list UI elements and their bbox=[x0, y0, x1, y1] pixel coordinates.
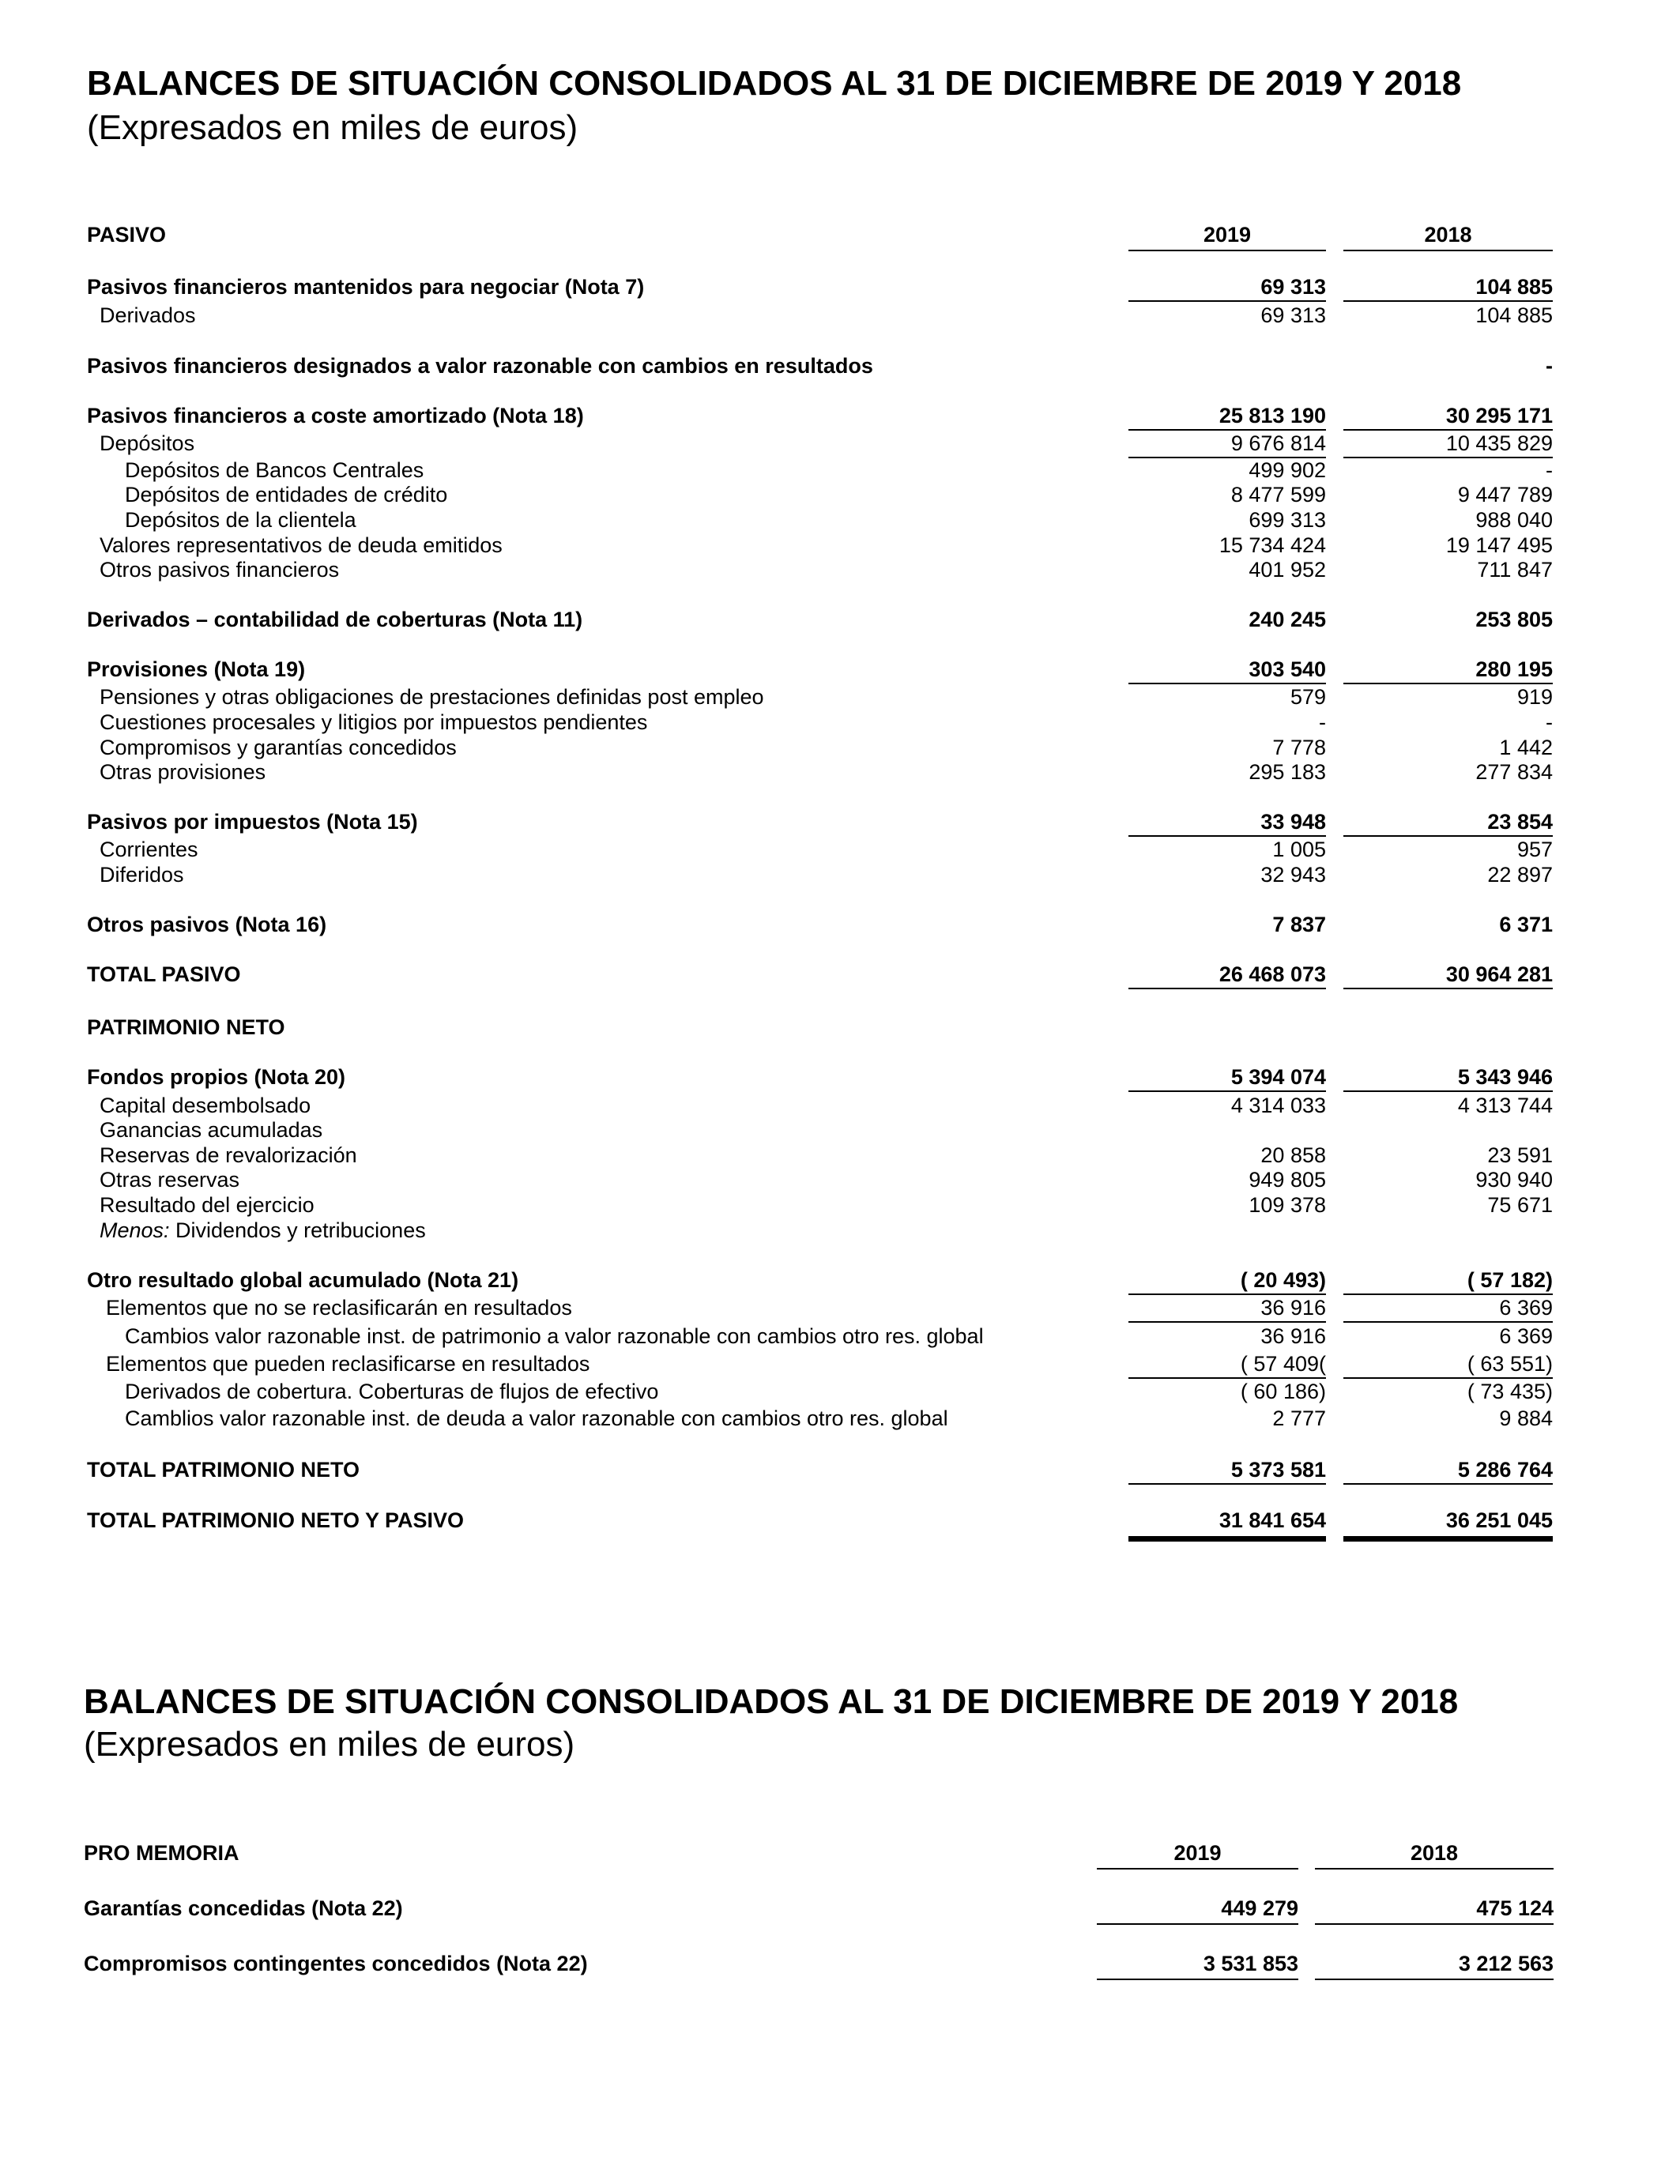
value-2019: 33 948 bbox=[1128, 808, 1326, 837]
row-label: Cuestiones procesales y litigios por impuestos pendientes bbox=[100, 710, 648, 734]
row-label: Otros pasivos financieros bbox=[100, 558, 340, 582]
row-label: Pasivos financieros designados a valor razonable con cambios en resultados bbox=[87, 354, 873, 378]
value-2018: 5 343 946 bbox=[1343, 1064, 1553, 1092]
table-row bbox=[0, 1350, 1680, 1377]
row-label: Resultado del ejercicio bbox=[100, 1193, 315, 1217]
row-label: Depósitos de Bancos Centrales bbox=[125, 458, 424, 482]
value-2019: ( 57 409( bbox=[1128, 1350, 1326, 1379]
value-2019: 1 005 bbox=[1272, 838, 1326, 861]
year-header-2018: 2018 bbox=[1315, 1839, 1554, 1870]
row-label: Derivados de cobertura. Coberturas de flujos de efectivo bbox=[125, 1380, 659, 1403]
value-2018: 919 bbox=[1516, 685, 1553, 709]
value-2019: 32 943 bbox=[1260, 863, 1326, 887]
value-2018: 36 251 045 bbox=[1343, 1507, 1553, 1542]
value-2019: 4 314 033 bbox=[1230, 1094, 1326, 1117]
value-2019: ( 60 186) bbox=[1240, 1380, 1326, 1403]
value-2019: 5 394 074 bbox=[1128, 1064, 1326, 1092]
year-header-2018: 2018 bbox=[1343, 221, 1553, 251]
row-label: Diferidos bbox=[100, 863, 184, 887]
value-2018: - bbox=[1546, 458, 1553, 482]
table-row bbox=[0, 352, 1680, 379]
table-row bbox=[0, 430, 1680, 457]
value-2018: 277 834 bbox=[1475, 760, 1553, 784]
table-row bbox=[0, 836, 1680, 863]
row-label: Depósitos de la clientela bbox=[125, 508, 356, 532]
value-2018: 280 195 bbox=[1343, 656, 1553, 684]
value-2019: 69 313 bbox=[1128, 273, 1326, 302]
table-row bbox=[0, 1895, 1680, 1922]
row-label: TOTAL PASIVO bbox=[87, 962, 241, 986]
value-2019: 7 837 bbox=[1272, 913, 1326, 936]
value-2019: 31 841 654 bbox=[1128, 1507, 1326, 1542]
row-label: Elementos que pueden reclasificarse en resultados bbox=[106, 1352, 590, 1376]
value-2018: 5 286 764 bbox=[1343, 1456, 1553, 1485]
value-2019: - bbox=[1319, 710, 1326, 734]
row-label: Camblios valor razonable inst. de deuda a valor razonable con cambios otro res. global bbox=[125, 1406, 948, 1430]
value-2019: 579 bbox=[1290, 685, 1326, 709]
value-2018: 19 147 495 bbox=[1445, 533, 1553, 557]
table-row bbox=[0, 734, 1680, 761]
row-label: Fondos propios (Nota 20) bbox=[87, 1065, 345, 1089]
value-2018: 75 671 bbox=[1487, 1193, 1553, 1217]
year-header-2019: 2019 bbox=[1097, 1839, 1298, 1870]
value-2018: - bbox=[1546, 354, 1553, 378]
row-label: Compromisos contingentes concedidos (Nota 22) bbox=[84, 1952, 588, 1975]
value-2018: 1 442 bbox=[1499, 736, 1553, 759]
table-row bbox=[0, 1267, 1680, 1293]
value-2019: 303 540 bbox=[1128, 656, 1326, 684]
memo-title: BALANCES DE SITUACIÓN CONSOLIDADOS AL 31 DE DICIEMBRE DE 2019 Y 2018 bbox=[84, 1682, 1459, 1721]
value-2018: 6 369 bbox=[1499, 1324, 1553, 1348]
value-2019: 15 734 424 bbox=[1219, 533, 1326, 557]
table-row bbox=[0, 1950, 1680, 1977]
section-heading: PRO MEMORIA bbox=[84, 1841, 239, 1865]
row-label: TOTAL PATRIMONIO NETO Y PASIVO bbox=[87, 1508, 465, 1532]
page-subtitle: (Expresados en miles de euros) bbox=[87, 108, 578, 147]
table-row bbox=[0, 273, 1680, 300]
value-2019: 7 778 bbox=[1272, 736, 1326, 759]
table-row bbox=[0, 656, 1680, 683]
value-2018: 104 885 bbox=[1343, 273, 1553, 302]
value-2019: 949 805 bbox=[1249, 1168, 1326, 1192]
value-2018: 9 884 bbox=[1499, 1406, 1553, 1430]
value-2018: 711 847 bbox=[1477, 558, 1553, 582]
table-row bbox=[0, 1142, 1680, 1169]
section-heading-row bbox=[0, 1014, 1680, 1041]
value-2018: ( 73 435) bbox=[1467, 1380, 1553, 1403]
row-label: Provisiones (Nota 19) bbox=[87, 657, 306, 681]
table-row bbox=[0, 683, 1680, 710]
value-2019: 36 916 bbox=[1128, 1294, 1326, 1323]
table-row-grand-total bbox=[0, 1507, 1680, 1534]
value-2019: 699 313 bbox=[1249, 508, 1326, 532]
table-row bbox=[0, 506, 1680, 533]
value-2019: 109 378 bbox=[1249, 1193, 1326, 1217]
table-row bbox=[0, 1378, 1680, 1405]
row-label-text: Dividendos y retribuciones bbox=[169, 1218, 426, 1242]
value-2019: 2 777 bbox=[1272, 1406, 1326, 1430]
value-2018: 30 295 171 bbox=[1343, 402, 1553, 431]
row-label: Corrientes bbox=[100, 838, 198, 861]
row-label: Otro resultado global acumulado (Nota 21) bbox=[87, 1268, 519, 1292]
value-2018: 253 805 bbox=[1475, 608, 1553, 631]
value-2019: 295 183 bbox=[1249, 760, 1326, 784]
value-2018: 957 bbox=[1516, 838, 1553, 861]
value-2018: 475 124 bbox=[1315, 1895, 1554, 1925]
table-row bbox=[0, 1323, 1680, 1350]
row-label: Otros pasivos (Nota 16) bbox=[87, 913, 327, 936]
row-label: Valores representativos de deuda emitidos bbox=[100, 533, 503, 557]
row-label: Pasivos por impuestos (Nota 15) bbox=[87, 810, 418, 834]
value-2019: 36 916 bbox=[1260, 1324, 1326, 1348]
value-2018: 4 313 744 bbox=[1457, 1094, 1553, 1117]
value-2019: ( 20 493) bbox=[1128, 1267, 1326, 1295]
value-2018: 30 964 281 bbox=[1343, 961, 1553, 989]
value-2018: - bbox=[1546, 710, 1553, 734]
value-2019: 8 477 599 bbox=[1230, 483, 1326, 506]
row-label: Pasivos financieros mantenidos para negociar (Nota 7) bbox=[87, 275, 645, 299]
row-label: Compromisos y garantías concedidos bbox=[100, 736, 457, 759]
table-row bbox=[0, 481, 1680, 508]
table-row bbox=[0, 808, 1680, 835]
value-2019: 5 373 581 bbox=[1128, 1456, 1326, 1485]
year-header-2019: 2019 bbox=[1128, 221, 1326, 251]
value-2019: 499 902 bbox=[1249, 458, 1326, 482]
row-label: Depósitos bbox=[100, 431, 195, 455]
table-row bbox=[0, 402, 1680, 429]
value-2018: 6 369 bbox=[1343, 1294, 1553, 1323]
row-label: Derivados – contabilidad de coberturas (Nota 11) bbox=[87, 608, 583, 631]
value-2018: 988 040 bbox=[1475, 508, 1553, 532]
table-row bbox=[0, 911, 1680, 938]
table-row bbox=[0, 1217, 1680, 1244]
table-row-total bbox=[0, 961, 1680, 988]
value-2019: 401 952 bbox=[1249, 558, 1326, 582]
table-row bbox=[0, 1405, 1680, 1432]
value-2018: 23 591 bbox=[1487, 1143, 1553, 1167]
value-2018: 104 885 bbox=[1475, 303, 1553, 327]
table-row bbox=[0, 302, 1680, 329]
row-label: Depósitos de entidades de crédito bbox=[125, 483, 448, 506]
table-row bbox=[0, 457, 1680, 484]
value-2018: 10 435 829 bbox=[1343, 430, 1553, 458]
value-2019: 3 531 853 bbox=[1097, 1950, 1298, 1980]
value-2018: 23 854 bbox=[1343, 808, 1553, 837]
value-2018: ( 63 551) bbox=[1343, 1350, 1553, 1379]
value-2019: 240 245 bbox=[1249, 608, 1326, 631]
table-row-total bbox=[0, 1456, 1680, 1483]
row-label: Reservas de revalorización bbox=[100, 1143, 357, 1167]
row-label-prefix: Menos: bbox=[100, 1218, 170, 1242]
section-heading: PASIVO bbox=[87, 223, 167, 247]
row-label bbox=[100, 1217, 426, 1244]
table-row bbox=[0, 1092, 1680, 1119]
value-2019: 25 813 190 bbox=[1128, 402, 1326, 431]
value-2018: 930 940 bbox=[1475, 1168, 1553, 1192]
value-2018: 9 447 789 bbox=[1457, 483, 1553, 506]
table-row bbox=[0, 1192, 1680, 1218]
row-label: Cambios valor razonable inst. de patrimonio a valor razonable con cambios otro res. global bbox=[125, 1324, 984, 1348]
value-2018: 6 371 bbox=[1499, 913, 1553, 936]
value-2019: 69 313 bbox=[1260, 303, 1326, 327]
table-row bbox=[0, 532, 1680, 559]
table-header bbox=[0, 221, 1680, 248]
table-row bbox=[0, 861, 1680, 888]
value-2018: 22 897 bbox=[1487, 863, 1553, 887]
row-label: PATRIMONIO NETO bbox=[87, 1015, 285, 1039]
value-2019: 20 858 bbox=[1260, 1143, 1326, 1167]
row-label: Otras provisiones bbox=[100, 760, 266, 784]
table-row bbox=[0, 709, 1680, 736]
value-2018: 3 212 563 bbox=[1315, 1950, 1554, 1980]
table-row bbox=[0, 556, 1680, 583]
row-label: Elementos que no se reclasificarán en resultados bbox=[106, 1296, 572, 1320]
table-row bbox=[0, 606, 1680, 633]
value-2018: ( 57 182) bbox=[1343, 1267, 1553, 1295]
table-row bbox=[0, 759, 1680, 785]
row-label: Pasivos financieros a coste amortizado (Nota 18) bbox=[87, 404, 584, 427]
row-label: TOTAL PATRIMONIO NETO bbox=[87, 1458, 360, 1482]
value-2019: 9 676 814 bbox=[1128, 430, 1326, 458]
row-label: Pensiones y otras obligaciones de prestaciones definidas post empleo bbox=[100, 685, 764, 709]
memo-subtitle: (Expresados en miles de euros) bbox=[84, 1725, 575, 1764]
table-row bbox=[0, 1064, 1680, 1090]
row-label: Ganancias acumuladas bbox=[100, 1118, 323, 1142]
row-label: Otras reservas bbox=[100, 1168, 240, 1192]
table-row bbox=[0, 1166, 1680, 1193]
row-label: Garantías concedidas (Nota 22) bbox=[84, 1896, 403, 1920]
row-label: Capital desembolsado bbox=[100, 1094, 311, 1117]
row-label: Derivados bbox=[100, 303, 196, 327]
table-row bbox=[0, 1116, 1680, 1143]
table-row bbox=[0, 1294, 1680, 1321]
page-title: BALANCES DE SITUACIÓN CONSOLIDADOS AL 31 DE DICIEMBRE DE 2019 Y 2018 bbox=[87, 64, 1462, 103]
memo-table-header bbox=[0, 1839, 1680, 1866]
value-2019: 26 468 073 bbox=[1128, 961, 1326, 989]
value-2019: 449 279 bbox=[1097, 1895, 1298, 1925]
